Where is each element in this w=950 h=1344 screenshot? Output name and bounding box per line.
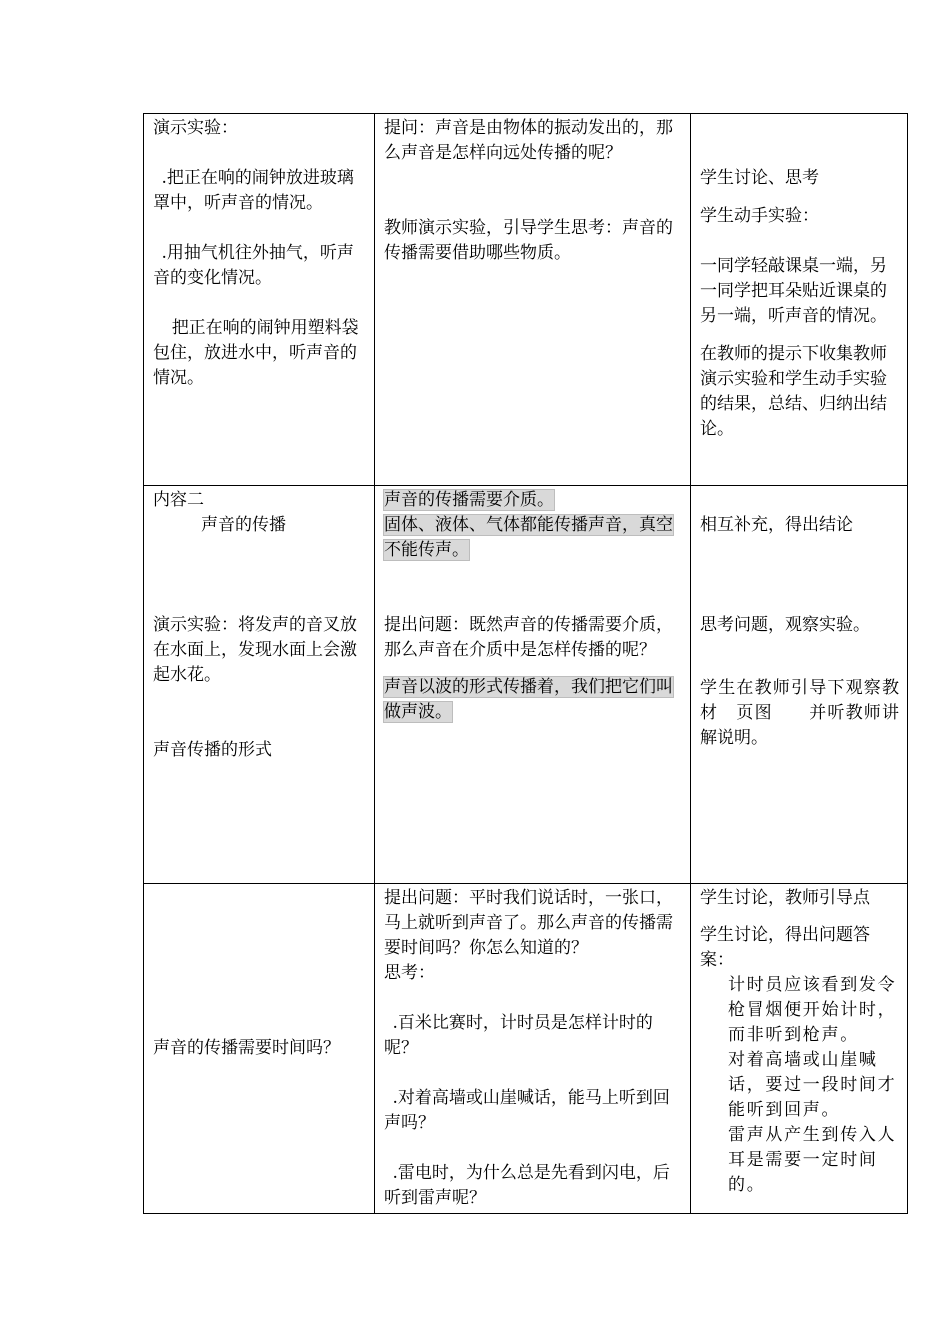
table-cell-activity	[144, 486, 375, 884]
student-discuss-guide: 学生讨论，教师引导点	[700, 888, 870, 908]
table-cell-teacher	[375, 884, 691, 1214]
table-row	[144, 114, 908, 486]
section-topic: 声音的传播	[201, 515, 286, 535]
table-cell-teacher	[375, 114, 691, 486]
answer-item-2: 对着高墙或山崖喊话，要过一段时间才能听到回声。	[728, 1050, 897, 1120]
time-topic: 声音的传播需要时间吗？	[153, 1038, 340, 1058]
think-item-3: .雷电时，为什么总是先看到闪电，后听到雷声呢？	[384, 1163, 670, 1208]
student-discuss: 学生讨论、思考	[700, 168, 819, 188]
student-hands-on: 学生动手实验：	[700, 206, 819, 226]
demo-heading: 演示实验：	[153, 118, 238, 138]
student-observe: 思考问题，观察实验。	[700, 615, 870, 635]
conclusion-medium: 声音的传播需要介质。	[384, 490, 554, 510]
table-cell-activity	[144, 884, 375, 1214]
demo-item-1: .把正在响的闹钟放进玻璃罩中，听声音的情况。	[153, 168, 354, 213]
time-question: 提出问题：平时我们说话时，一张口，马上就听到声音了。那么声音的传播需要时间吗？你怎么知道的？	[384, 888, 673, 958]
student-procedure: 一同学轻敲课桌一端，另一同学把耳朵贴近课桌的另一端，听声音的情况。	[700, 256, 887, 326]
medium-question: 提出问题：既然声音的传播需要介质，那么声音在介质中是怎样传播的呢？	[384, 615, 673, 660]
teacher-question: 提问：声音是由物体的振动发出的，那么声音是怎样向远处传播的呢？	[384, 118, 673, 163]
think-item-2: .对着高墙或山崖喊话，能马上听到回声吗？	[384, 1088, 670, 1133]
table-cell-activity	[144, 114, 375, 486]
table-row	[144, 884, 908, 1214]
fork-demo: 演示实验：将发声的音叉放在水面上，发现水面上会激起水花。	[153, 615, 357, 685]
student-supplement: 相互补充，得出结论	[700, 515, 853, 535]
table-cell-student	[691, 114, 908, 486]
table-cell-student	[691, 486, 908, 884]
table-cell-student	[691, 884, 908, 1214]
lesson-plan-table	[143, 113, 908, 1214]
conclusion-states: 固体、液体、气体都能传播声音，真空不能传声。	[384, 515, 673, 560]
section-label: 内容二	[153, 490, 204, 510]
student-answer-intro: 学生讨论，得出问题答案：	[700, 925, 870, 970]
student-summary: 在教师的提示下收集教师演示实验和学生动手实验的结果，总结、归纳出结论。	[700, 344, 887, 439]
demo-item-2: .用抽气机往外抽气，听声音的变化情况。	[153, 243, 354, 288]
teacher-guide: 教师演示实验，引导学生思考：声音的传播需要借助哪些物质。	[384, 218, 673, 263]
table-row	[144, 486, 908, 884]
think-item-1: .百米比赛时，计时员是怎样计时的呢？	[384, 1013, 653, 1058]
sound-wave-statement: 声音以波的形式传播着，我们把它们叫做声波。	[384, 677, 673, 722]
propagation-form: 声音传播的形式	[153, 740, 272, 760]
answer-item-3: 雷声从产生到传入人耳是需要一定时间的。	[728, 1125, 897, 1195]
student-textbook: 学生在教师引导下观察教材 页图 并听教师讲解说明。	[700, 678, 899, 748]
answer-item-1: 计时员应该看到发令枪冒烟便开始计时，而非听到枪声。	[728, 975, 897, 1045]
table-outer-border	[904, 113, 908, 1207]
demo-item-3: 把正在响的闹钟用塑料袋包住，放进水中，听声音的情况。	[153, 318, 359, 388]
table-cell-teacher	[375, 486, 691, 884]
think-label: 思考：	[384, 963, 435, 983]
